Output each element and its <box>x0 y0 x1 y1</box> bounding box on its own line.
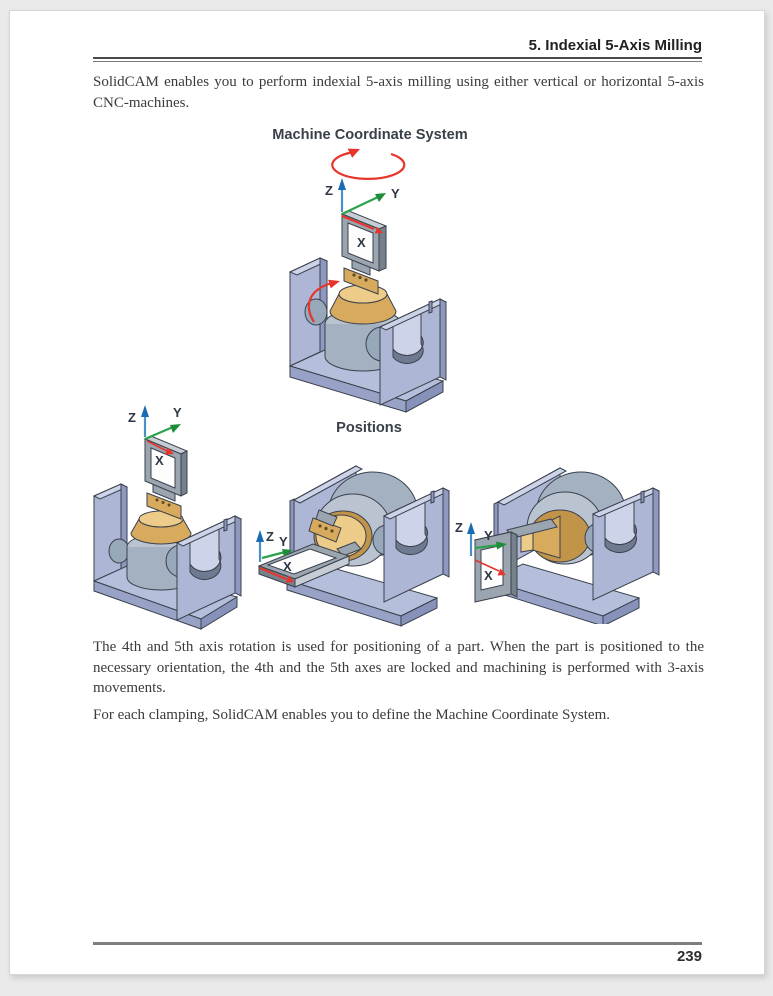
intro-paragraph: SolidCAM enables you to perform indexial 5-axis milling using either vertical or horizontal 5-axis CNC-machines. <box>93 74 704 111</box>
header-rule <box>93 57 702 62</box>
positions-label: Positions <box>336 420 402 436</box>
y-axis-label: Y <box>173 405 182 420</box>
rotary-table <box>131 511 191 544</box>
x-axis-label: X <box>155 453 164 468</box>
machine-cs-label: Machine Coordinate System <box>272 127 468 143</box>
y-axis-label: Y <box>484 528 493 543</box>
z-axis-label: Z <box>455 520 463 535</box>
x-axis-label: X <box>283 559 292 574</box>
page-number: 239 <box>676 948 702 965</box>
header-title: 5. Indexial 5-Axis Milling <box>528 37 702 54</box>
document-page <box>9 10 765 975</box>
machine-coordinate-figure <box>280 144 480 416</box>
rotary-table <box>330 285 396 324</box>
left-bearing-stub <box>109 539 129 563</box>
part-frame <box>145 436 187 496</box>
rotation-paragraph: The 4th and 5th axis rotation is used for positioning of a part. When the part is positioned to the necessary orientation, the 4th and the 5th axes are locked and machining is performed with 3-axis movements. <box>93 639 704 697</box>
position-figure-upright <box>89 401 254 631</box>
z-axis-label: Z <box>128 410 136 425</box>
part-frame <box>475 532 517 602</box>
footer-rule <box>93 942 702 945</box>
x-axis-label: X <box>484 568 493 583</box>
z-axis-label: Z <box>266 529 274 544</box>
cradle-left-wall <box>94 484 127 581</box>
y-axis-label: Y <box>279 534 288 549</box>
coordinate-axes <box>325 178 400 250</box>
z-axis-label: Z <box>325 183 333 198</box>
y-axis-label: Y <box>391 186 400 201</box>
axis5-rotation-arrow <box>332 149 404 179</box>
clamping-paragraph: For each clamping, SolidCAM enables you to define the Machine Coordinate System. <box>93 707 610 723</box>
position-figure-horizontal <box>253 454 465 632</box>
position-figure-tilted <box>453 456 665 624</box>
x-axis-label: X <box>357 235 366 250</box>
